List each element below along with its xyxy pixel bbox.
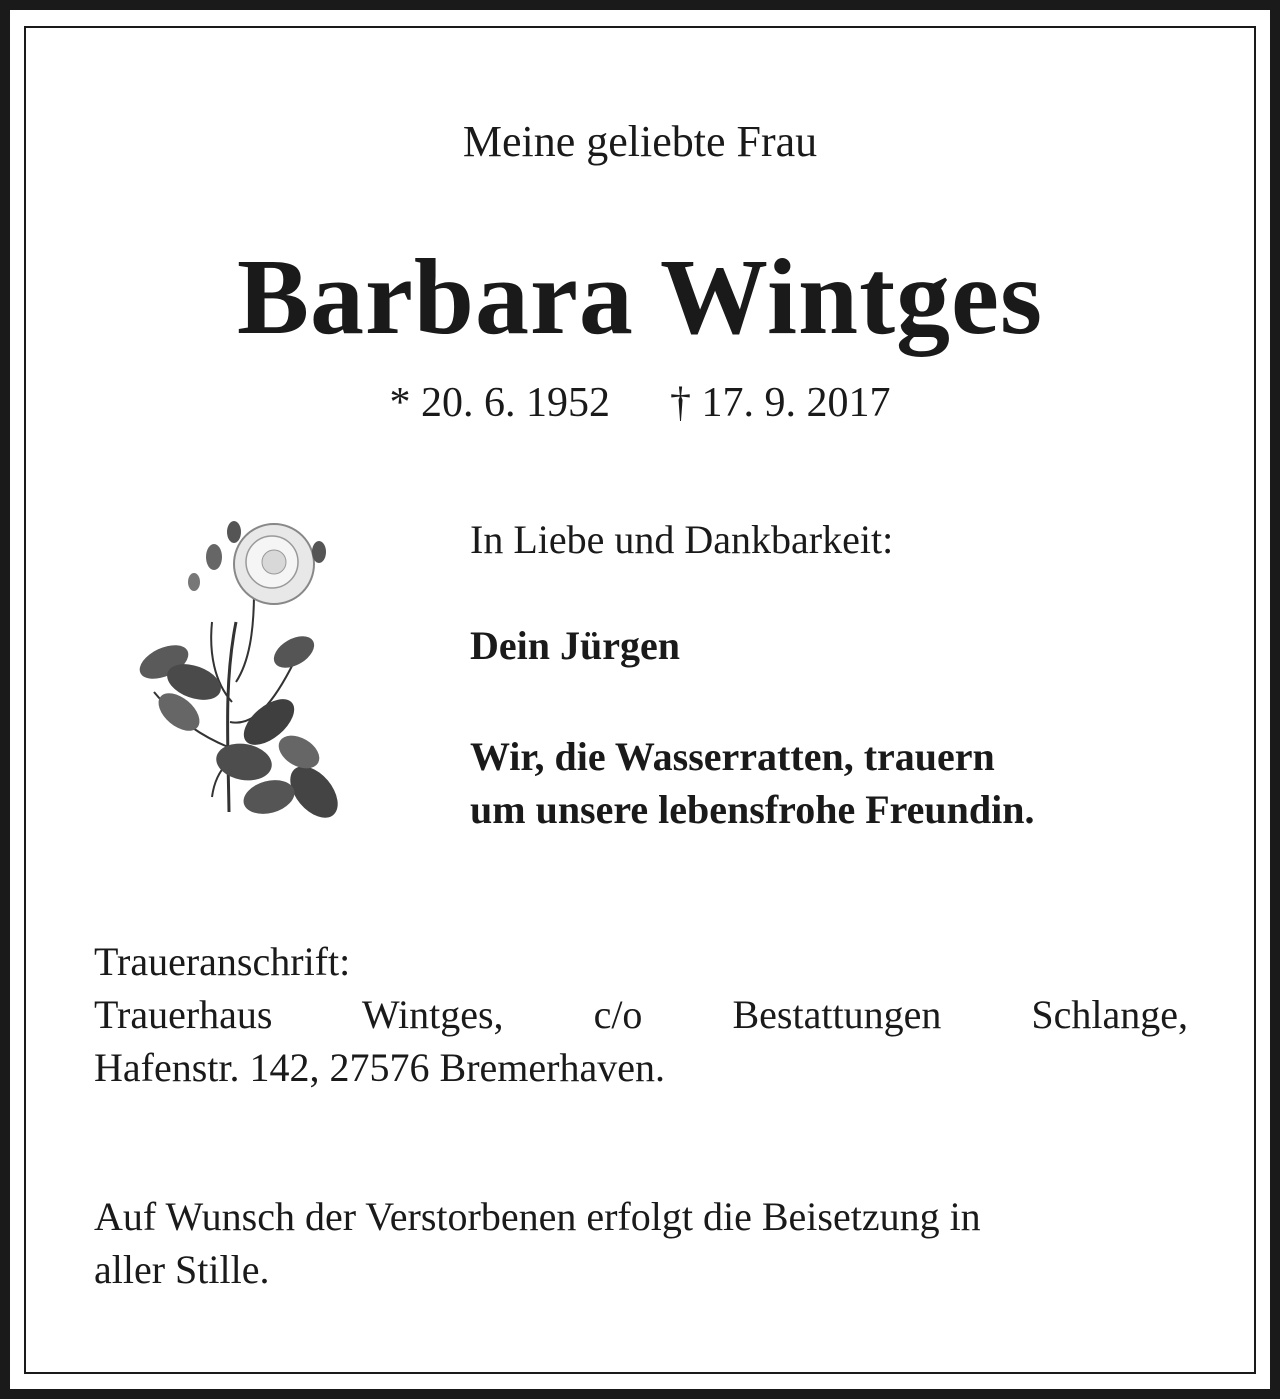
death-date: † 17. 9. 2017 — [670, 380, 891, 426]
address-line-2: Hafenstr. 142, 27576 Bremerhaven. — [94, 1045, 665, 1090]
address-line-1: Trauerhaus Wintges, c/o Bestattungen Schlange, — [94, 992, 1188, 1037]
club-tribute-line-2: um unsere lebensfrohe Freundin. — [470, 787, 1035, 832]
mourning-address — [94, 935, 1188, 1094]
rose-icon — [124, 512, 354, 822]
burial-note-line-1: Auf Wunsch der Verstorbenen erfolgt die Beisetzung in — [94, 1194, 981, 1239]
deceased-name: Barbara Wintges — [236, 238, 1044, 357]
club-tribute-line-1: Wir, die Wasserratten, trauern — [470, 734, 995, 779]
life-dates — [0, 378, 1280, 428]
mourner-name: Dein Jürgen — [470, 623, 680, 668]
intro-text: Meine geliebte Frau — [462, 117, 818, 166]
address-label: Traueranschrift: — [94, 939, 351, 984]
burial-note — [94, 1190, 1188, 1296]
gratitude-line: In Liebe und Dankbarkeit: — [470, 517, 894, 562]
club-tribute — [470, 730, 1035, 836]
burial-note-line-2: aller Stille. — [94, 1247, 270, 1292]
birth-date: * 20. 6. 1952 — [389, 380, 610, 426]
